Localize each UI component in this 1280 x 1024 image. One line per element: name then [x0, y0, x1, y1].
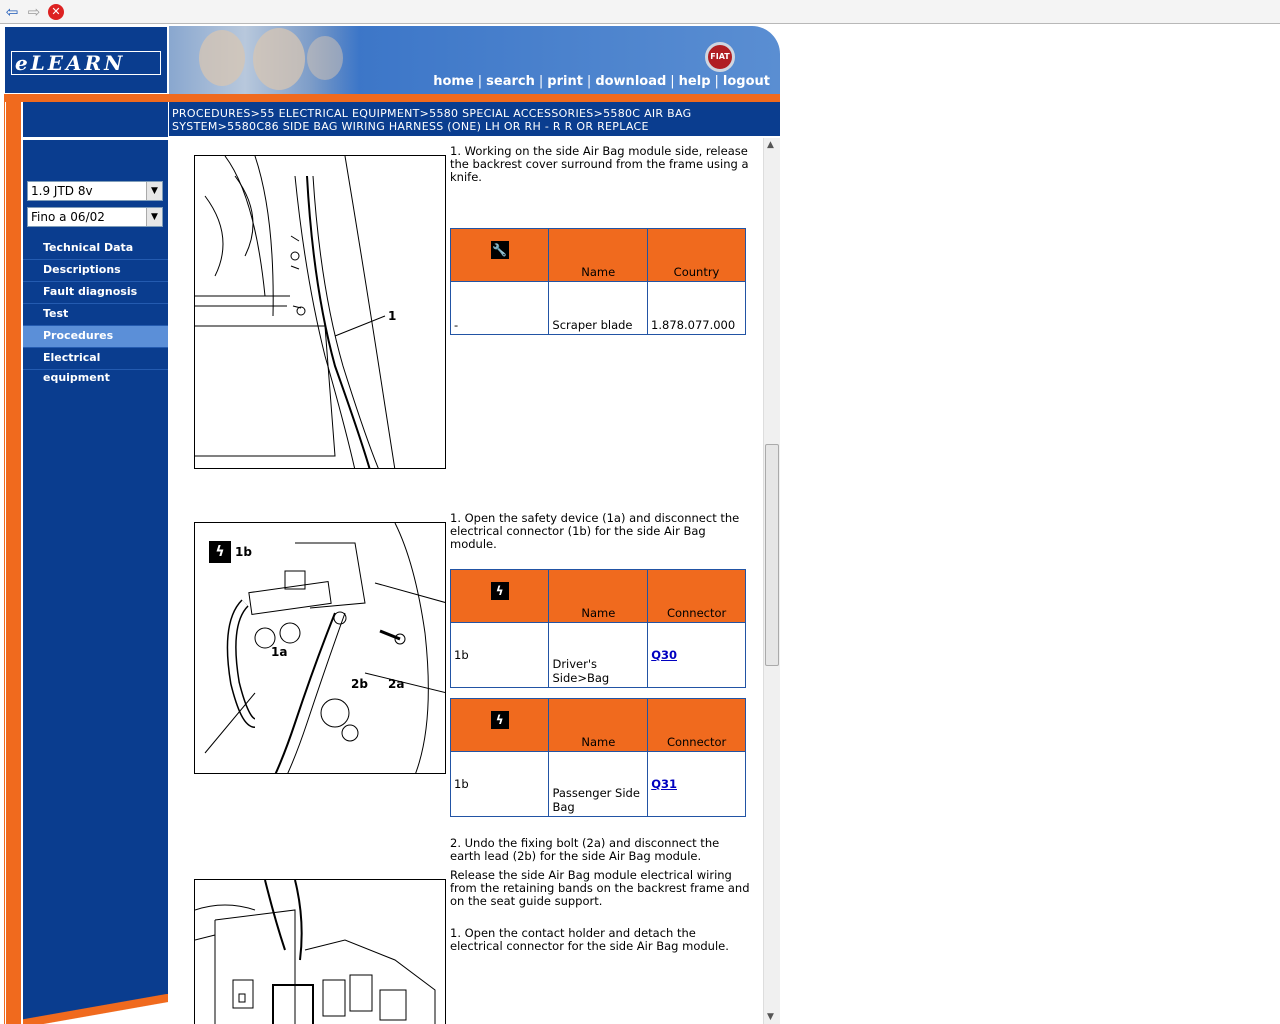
- scrollbar-thumb[interactable]: [765, 444, 779, 666]
- logout-link[interactable]: logout: [722, 74, 770, 89]
- orange-divider: [4, 94, 780, 102]
- electrical-icon: ϟ: [209, 541, 231, 563]
- sidebar-divider: [23, 137, 168, 140]
- elearn-frame: [4, 26, 780, 1024]
- home-link[interactable]: home: [433, 74, 474, 89]
- header-banner: [169, 26, 780, 94]
- electrical-icon: ϟ: [491, 711, 509, 729]
- table-header-cell: [451, 229, 549, 282]
- logo-area: [4, 26, 168, 94]
- figure-label: 1b: [235, 545, 252, 559]
- table-cell: Scraper blade: [549, 282, 648, 335]
- sidebar-item-test[interactable]: Test: [23, 304, 168, 326]
- help-link[interactable]: help: [678, 74, 711, 89]
- chevron-down-icon[interactable]: ▼: [146, 182, 162, 200]
- procedure-content: [169, 138, 763, 1024]
- forward-arrow-icon[interactable]: ⇨: [27, 3, 41, 21]
- engine-select[interactable]: [27, 181, 163, 201]
- table-cell: [648, 752, 746, 817]
- browser-toolbar: [0, 0, 1280, 24]
- sidebar-item-technical-data[interactable]: Technical Data: [23, 238, 168, 260]
- table-header-row: [451, 699, 746, 752]
- fiat-logo: FIAT: [705, 42, 735, 72]
- breadcrumb: PROCEDURES>55 ELECTRICAL EQUIPMENT>5580 SPECIAL ACCESSORIES>5580C AIR BAG SYSTEM>5580C86 SIDE BAG WIRING HARNESS (ONE) LH OR RH - R R OR REPLACE: [169, 102, 780, 136]
- sidebar-item-electrical-equipment[interactable]: Electrical equipment: [23, 348, 168, 370]
- face-image: [199, 30, 245, 86]
- print-link[interactable]: print: [547, 74, 583, 89]
- back-arrow-icon[interactable]: ⇦: [5, 3, 19, 21]
- table-cell: -: [451, 282, 549, 335]
- wrench-icon: 🔧: [492, 243, 508, 257]
- scroll-down-icon[interactable]: ▼: [767, 1012, 774, 1022]
- step-text: 1. Working on the side Air Bag module side, release the backrest cover surround from the frame using a knife.: [450, 144, 749, 184]
- connector-table-passenger: [450, 698, 746, 817]
- table-cell: [648, 623, 746, 688]
- step-text: 2. Undo the fixing bolt (2a) and disconnect the earth lead (2b) for the side Air Bag module.: [450, 836, 720, 863]
- table-row: [451, 282, 746, 335]
- table-header-row: [451, 229, 746, 282]
- sidebar-footer: [23, 994, 168, 1024]
- search-link[interactable]: search: [486, 74, 535, 89]
- engine-select-value: 1.9 JTD 8v: [31, 184, 93, 198]
- table-header-cell: Name: [549, 570, 648, 623]
- chevron-down-icon[interactable]: ▼: [146, 208, 162, 226]
- table-cell: Passenger Side Bag: [549, 752, 648, 817]
- left-line: [5, 102, 6, 1024]
- table-header-cell: [451, 699, 549, 752]
- date-select-value: Fino a 06/02: [31, 210, 105, 224]
- top-navigation: home | search | print | download | help | logout: [433, 74, 770, 89]
- figure-backrest-cover: [194, 155, 446, 469]
- table-header-cell: Country: [648, 229, 746, 282]
- face-image: [307, 36, 343, 80]
- table-header-cell: Name: [549, 229, 648, 282]
- left-line: [21, 102, 22, 1024]
- connector-table-driver: [450, 569, 746, 688]
- figure-label: 2b: [351, 677, 368, 691]
- electrical-icon: ϟ: [491, 582, 509, 600]
- sidebar-item-descriptions[interactable]: Descriptions: [23, 260, 168, 282]
- connector-link-q30[interactable]: Q30: [651, 648, 677, 662]
- figure-label: 2a: [388, 677, 405, 691]
- tool-table: [450, 228, 746, 335]
- stop-icon[interactable]: ✕: [48, 4, 64, 20]
- left-orange-border: [4, 102, 22, 1024]
- table-header-cell: Connector: [648, 699, 746, 752]
- step-text: Release the side Air Bag module electrical wiring from the retaining bands on the backrest frame and on the seat guide support.: [450, 868, 750, 908]
- download-link[interactable]: download: [595, 74, 667, 89]
- table-row: [451, 623, 746, 688]
- scroll-up-icon[interactable]: ▲: [767, 140, 774, 150]
- table-cell: 1b: [451, 623, 549, 688]
- table-cell: 1b: [451, 752, 549, 817]
- table-header-cell: [451, 570, 549, 623]
- figure-label: 1: [388, 309, 397, 323]
- table-cell: Driver's Side>Bag: [549, 623, 648, 688]
- breadcrumb-corner: [23, 102, 168, 136]
- step-text: 1. Open the safety device (1a) and disconnect the electrical connector (1b) for the side Air Bag module.: [450, 511, 740, 551]
- connector-link-q31[interactable]: Q31: [651, 777, 677, 791]
- table-header-row: [451, 570, 746, 623]
- elearn-logo: eLEARN: [15, 51, 126, 75]
- sidebar-item-procedures[interactable]: Procedures: [23, 326, 168, 348]
- table-header-cell: Name: [549, 699, 648, 752]
- table-cell: 1.878.077.000: [648, 282, 746, 335]
- figure-contact-holder: [194, 879, 446, 1024]
- face-image: [253, 28, 305, 90]
- sidebar: [23, 102, 168, 1024]
- table-row: [451, 752, 746, 817]
- date-select[interactable]: [27, 207, 163, 227]
- sidebar-item-fault-diagnosis[interactable]: Fault diagnosis: [23, 282, 168, 304]
- vertical-scrollbar[interactable]: [763, 138, 780, 1024]
- figure-airbag-connector: [194, 522, 446, 774]
- step-text: 1. Open the contact holder and detach the electrical connector for the side Air Bag module.: [450, 926, 729, 953]
- table-header-cell: Connector: [648, 570, 746, 623]
- banner-photo: [169, 26, 359, 94]
- figure-label: 1a: [271, 645, 288, 659]
